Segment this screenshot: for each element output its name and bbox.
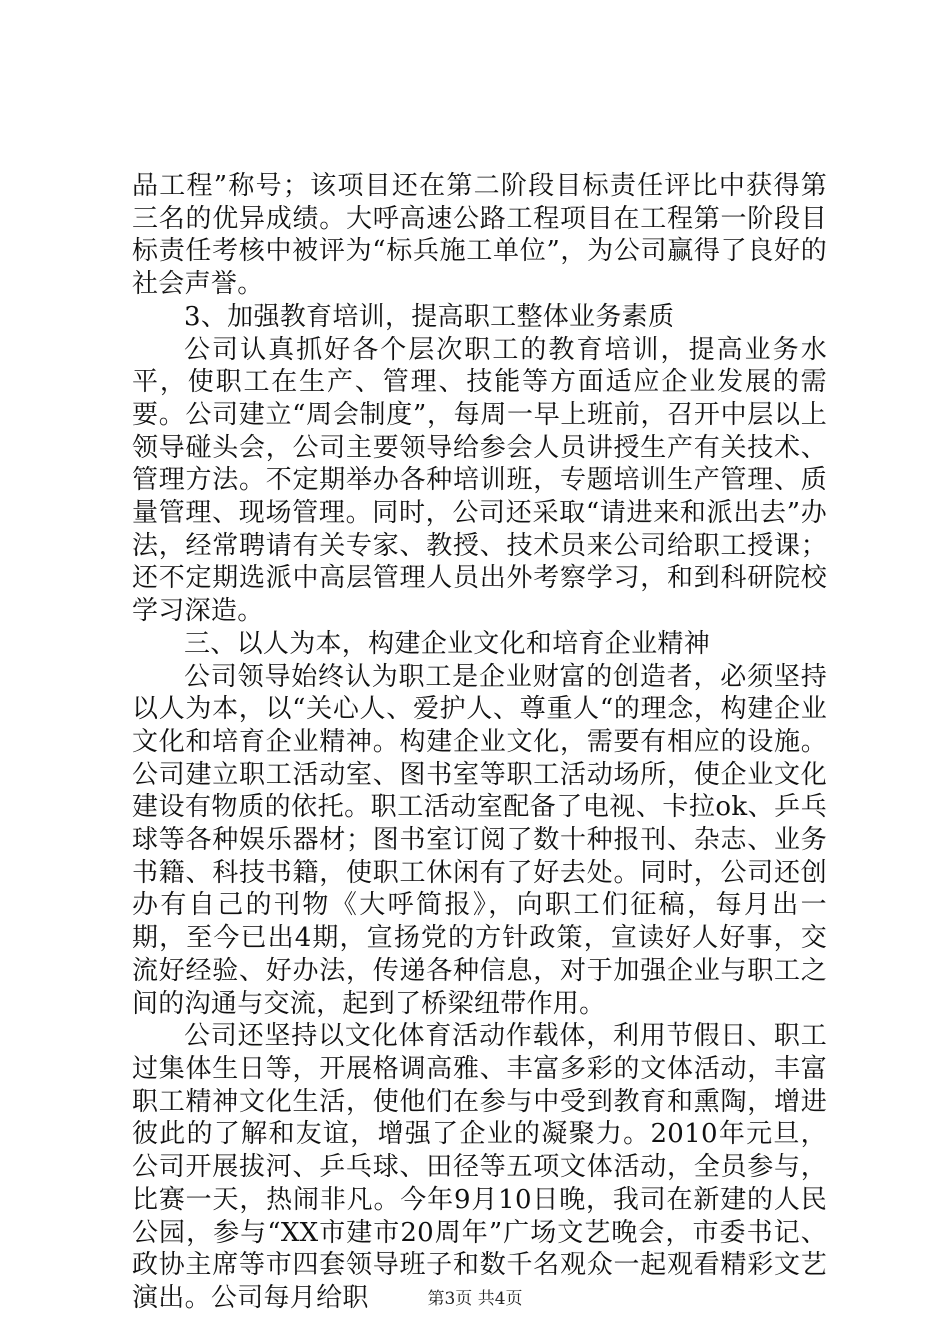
paragraph-activities: 公司还坚持以文化体育活动作载体，利用节假日、职工过集体生日等，开展格调高雅、丰富多彩的文体活动，丰富职工精神文化生活，使他们在参与中受到教育和熏陶，增进彼此的了解和友谊，增强了企业的凝聚力。2010年元旦，公司开展拔河、乒乓球、田径等五项文体活动，全员参与，比赛一天，热闹非凡。今年9月10日晚，我司在新建的人民公园，参与“XX市建市20周年”广场文艺晚会，市委书记、政协主席等市四套领导班子和数千名观众一起观看精彩文艺演出。公司每月给职 — [132, 1021, 827, 1313]
section-heading-training: 3、加强教育培训，提高职工整体业务素质 — [184, 301, 675, 332]
paragraph-continuation: 品工程”称号；该项目还在第二阶段目标责任评比中获得第三名的优异成绩。大呼高速公路工程项目在工程第一阶段目标责任考核中被评为“标兵施工单位”，为公司赢得了良好的社会声誉。 — [132, 171, 827, 300]
section-heading-culture: 三、以人为本，构建企业文化和培育企业精神 — [184, 628, 711, 659]
document-body — [132, 170, 827, 1315]
page-number: 第3页 共4页 — [427, 1289, 523, 1309]
paragraph-training: 公司认真抓好各个层次职工的教育培训，提高业务水平，使职工在生产、管理、技能等方面适应企业发展的需要。公司建立“周会制度”，每周一早上班前，召开中层以上领导碰头会，公司主要领导给参会人员讲授生产有关技术、管理方法。不定期举办各种培训班，专题培训生产管理、质量管理、现场管理。同时，公司还采取“请进来和派出去”办法，经常聘请有关专家、教授、技术员来公司给职工授课；还不定期选派中高层管理人员出外考察学习，和到科研院校学习深造。 — [132, 334, 827, 627]
paragraph-culture: 公司领导始终认为职工是企业财富的创造者，必须坚持以人为本，以“关心人、爱护人、尊重人“的理念，构建企业文化和培育企业精神。构建企业文化，需要有相应的设施。公司建立职工活动室、图书室等职工活动场所，使企业文化建设有物质的依托。职工活动室配备了电视、卡拉ok、乒乓球等各种娱乐器材；图书室订阅了数十种报刊、杂志、业务书籍、科技书籍，使职工休闲有了好去处。同时，公司还创办有自己的刊物《大呼简报》，向职工们征稿，每月出一期，至今已出4期，宣扬党的方针政策，宣读好人好事，交流好经验、好办法，传递各种信息，对于加强企业与职工之间的沟通与交流，起到了桥梁纽带作用。 — [132, 661, 827, 1019]
